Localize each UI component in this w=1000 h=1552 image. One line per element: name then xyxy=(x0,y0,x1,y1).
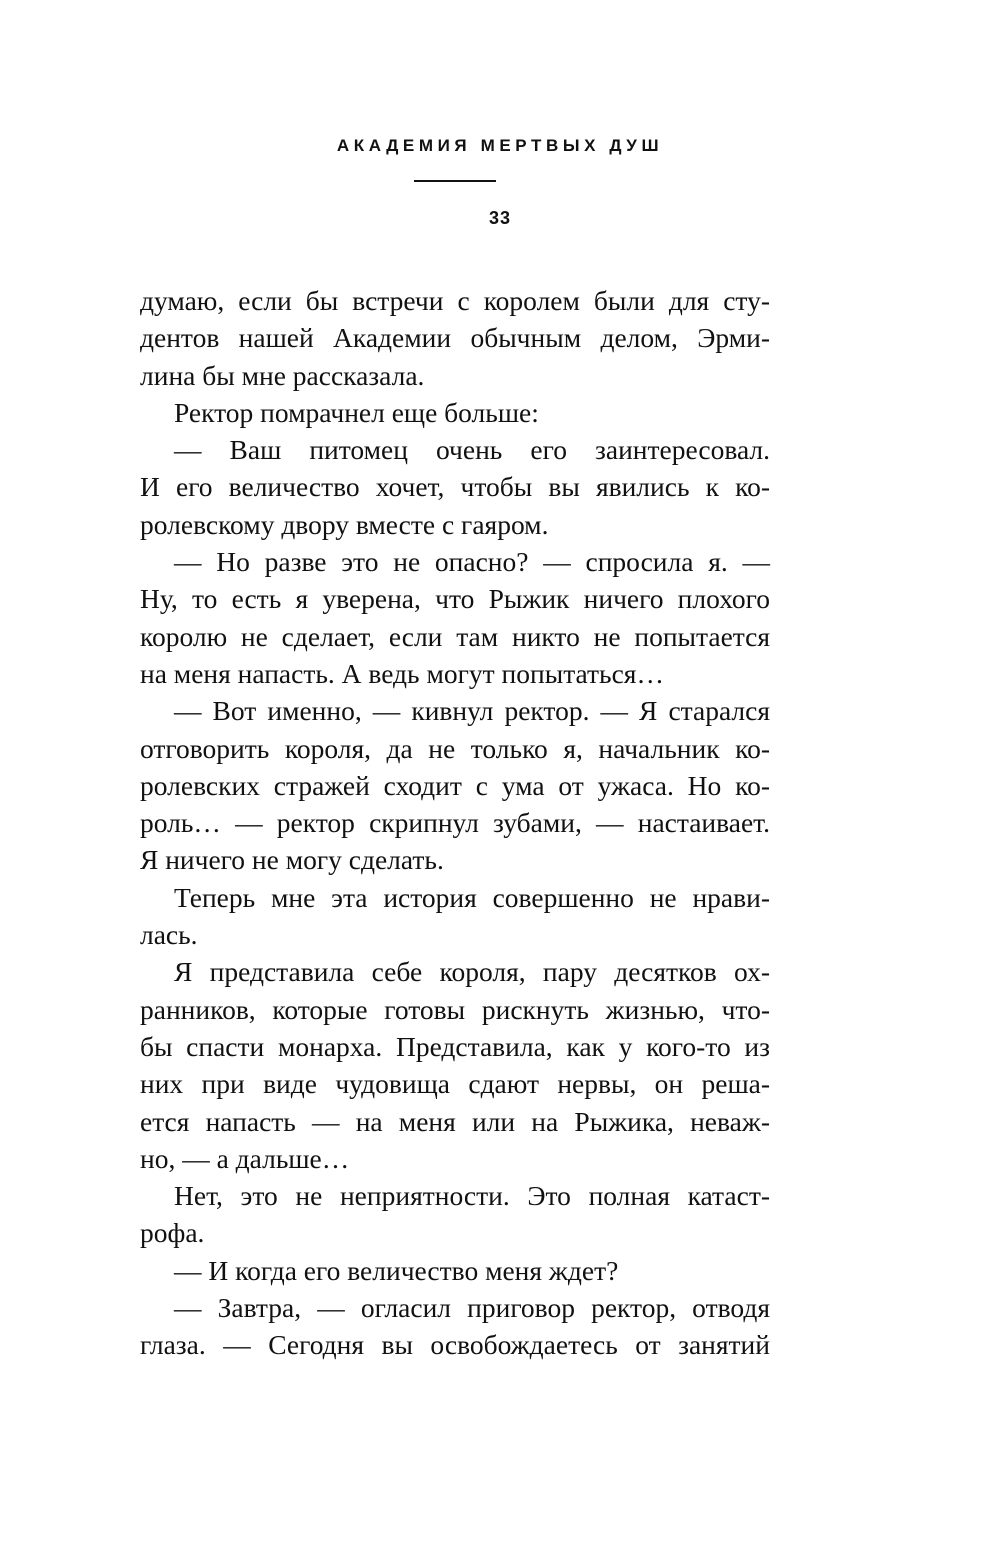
text-line: — Ваш питомец очень его заинтересовал. xyxy=(174,434,770,466)
text-line: ролевских стражей сходит с ума от ужаса. Но ко- xyxy=(140,769,770,801)
text-line: Ректор помрачнел еще больше: xyxy=(174,396,539,428)
text-line: бы спасти монарха. Представила, как у кого-то из xyxy=(140,1030,770,1062)
text-line: ется напасть — на меня или на Рыжика, неваж- xyxy=(140,1105,770,1137)
text-line: — Вот именно, — кивнул ректор. — Я старался xyxy=(174,695,770,727)
text-line: роль… — ректор скрипнул зубами, — настаивает. xyxy=(140,807,770,839)
running-head: АКАДЕМИЯ МЕРТВЫХ ДУШ xyxy=(336,136,664,155)
text-line: думаю, если бы встречи с королем были для сту- xyxy=(140,285,770,316)
text-line: — И когда его величество меня ждет? xyxy=(174,1254,619,1286)
page-number: 33 xyxy=(488,208,512,228)
text-line: Я ничего не могу сделать. xyxy=(140,844,444,876)
text-line: королю не сделает, если там никто не попытается xyxy=(140,620,770,652)
text-line: глаза. — Сегодня вы освобождаетесь от занятий xyxy=(140,1329,770,1361)
text-line: — Но разве это не опасно? — спросила я. — xyxy=(174,546,770,578)
text-line: И его величество хочет, чтобы вы явились к ко- xyxy=(140,471,770,503)
text-line: дентов нашей Академии обычным делом, Эрми- xyxy=(140,322,770,354)
body-text xyxy=(140,282,770,1364)
text-line: на меня напасть. А ведь могут попытаться… xyxy=(140,657,664,689)
text-line: ролевскому двору вместе с гаяром. xyxy=(140,508,549,540)
text-line: отговорить короля, да не только я, начальник ко- xyxy=(140,732,770,764)
text-line: лина бы мне рассказала. xyxy=(140,359,425,391)
text-line: Нет, это не неприятности. Это полная катаст- xyxy=(174,1180,770,1212)
text-line: но, — а дальше… xyxy=(140,1142,350,1174)
text-line: рофа. xyxy=(140,1217,205,1249)
header-rule xyxy=(414,180,496,182)
text-line: ранников, которые готовы рискнуть жизнью, что- xyxy=(140,993,770,1025)
text-line: них при виде чудовища сдают нервы, он реша- xyxy=(140,1068,770,1100)
text-line: Теперь мне эта история совершенно не нрави- xyxy=(174,881,770,913)
text-line: лась. xyxy=(140,919,198,951)
text-line: Ну, то есть я уверена, что Рыжик ничего плохого xyxy=(140,583,770,615)
text-line: Я представила себе короля, пару десятков ох- xyxy=(174,956,770,988)
text-line: — Завтра, — огласил приговор ректор, отводя xyxy=(174,1292,770,1324)
